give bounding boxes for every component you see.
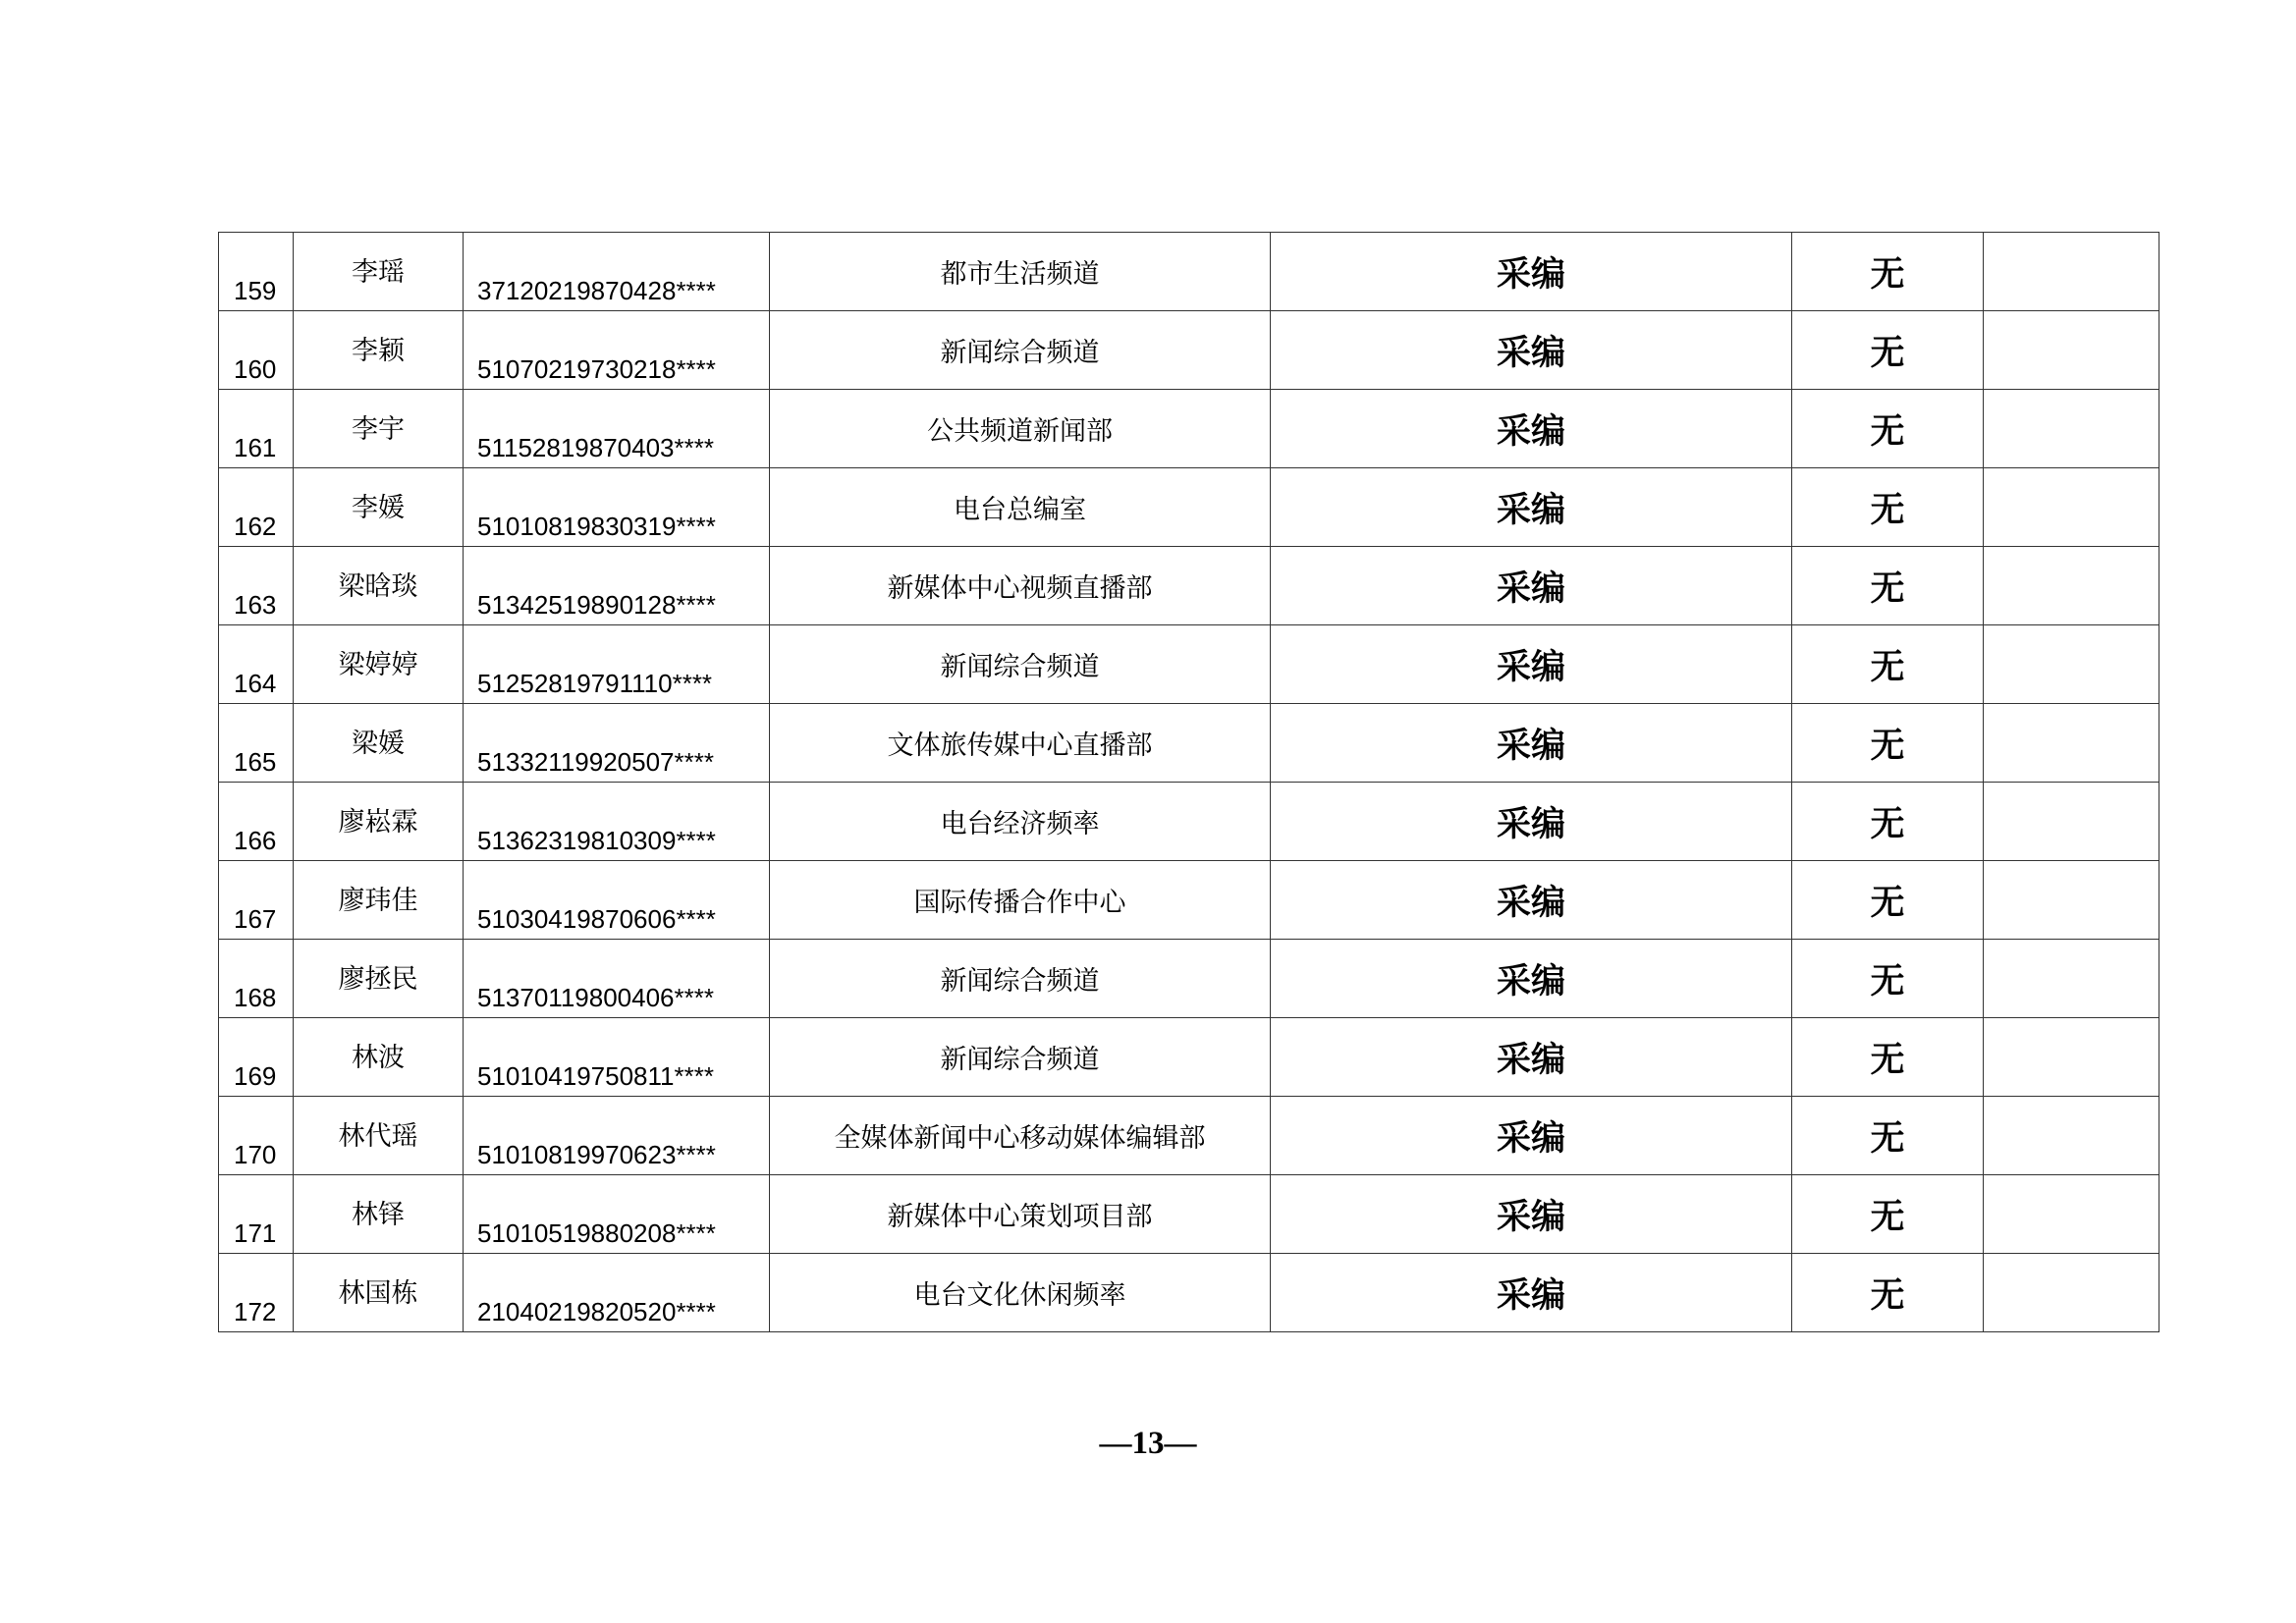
department-cell: 电台经济频率 xyxy=(770,783,1271,861)
position-cell: 采编 xyxy=(1271,861,1792,940)
department-cell: 文体旅传媒中心直播部 xyxy=(770,704,1271,783)
name-cell: 林波 xyxy=(294,1018,464,1097)
name-cell: 林铎 xyxy=(294,1175,464,1254)
row-number-cell: 161 xyxy=(219,390,294,468)
result-cell: 无 xyxy=(1792,861,1984,940)
table-row xyxy=(219,1097,2159,1175)
row-number-cell: 166 xyxy=(219,783,294,861)
table-row xyxy=(219,704,2159,783)
table-row xyxy=(219,1254,2159,1332)
row-number-cell: 165 xyxy=(219,704,294,783)
record-rows xyxy=(219,233,2159,1332)
position-cell: 采编 xyxy=(1271,1254,1792,1332)
note-cell xyxy=(1984,1175,2159,1254)
note-cell xyxy=(1984,390,2159,468)
name-cell: 梁婷婷 xyxy=(294,625,464,704)
id-number-cell: 51252819791110**** xyxy=(464,625,770,704)
result-cell: 无 xyxy=(1792,1254,1984,1332)
id-number-cell: 51070219730218**** xyxy=(464,311,770,390)
name-cell: 李宇 xyxy=(294,390,464,468)
result-cell: 无 xyxy=(1792,390,1984,468)
note-cell xyxy=(1984,940,2159,1018)
department-cell: 全媒体新闻中心移动媒体编辑部 xyxy=(770,1097,1271,1175)
position-cell: 采编 xyxy=(1271,547,1792,625)
department-cell: 新闻综合频道 xyxy=(770,940,1271,1018)
result-cell: 无 xyxy=(1792,468,1984,547)
department-cell: 都市生活频道 xyxy=(770,233,1271,311)
note-cell xyxy=(1984,1097,2159,1175)
position-cell: 采编 xyxy=(1271,1097,1792,1175)
position-cell: 采编 xyxy=(1271,625,1792,704)
row-number-cell: 162 xyxy=(219,468,294,547)
name-cell: 李颖 xyxy=(294,311,464,390)
row-number-cell: 170 xyxy=(219,1097,294,1175)
note-cell xyxy=(1984,783,2159,861)
result-cell: 无 xyxy=(1792,704,1984,783)
table-row xyxy=(219,390,2159,468)
id-number-cell: 51010819830319**** xyxy=(464,468,770,547)
department-cell: 新媒体中心策划项目部 xyxy=(770,1175,1271,1254)
result-cell: 无 xyxy=(1792,233,1984,311)
id-number-cell: 51030419870606**** xyxy=(464,861,770,940)
row-number-cell: 159 xyxy=(219,233,294,311)
position-cell: 采编 xyxy=(1271,311,1792,390)
position-cell: 采编 xyxy=(1271,940,1792,1018)
name-cell: 林代瑶 xyxy=(294,1097,464,1175)
result-cell: 无 xyxy=(1792,547,1984,625)
result-cell: 无 xyxy=(1792,783,1984,861)
table-row xyxy=(219,783,2159,861)
table-row xyxy=(219,1018,2159,1097)
row-number-cell: 172 xyxy=(219,1254,294,1332)
page-number: —13— xyxy=(1099,1426,1197,1461)
name-cell: 梁媛 xyxy=(294,704,464,783)
name-cell: 李瑶 xyxy=(294,233,464,311)
note-cell xyxy=(1984,547,2159,625)
department-cell: 公共频道新闻部 xyxy=(770,390,1271,468)
table-row xyxy=(219,625,2159,704)
id-number-cell: 51332119920507**** xyxy=(464,704,770,783)
id-number-cell: 51342519890128**** xyxy=(464,547,770,625)
department-cell: 电台总编室 xyxy=(770,468,1271,547)
department-cell: 新媒体中心视频直播部 xyxy=(770,547,1271,625)
table-row xyxy=(219,233,2159,311)
id-number-cell: 51010519880208**** xyxy=(464,1175,770,1254)
table-row xyxy=(219,547,2159,625)
result-cell: 无 xyxy=(1792,625,1984,704)
name-cell: 廖崧霖 xyxy=(294,783,464,861)
note-cell xyxy=(1984,311,2159,390)
id-number-cell: 51010419750811**** xyxy=(464,1018,770,1097)
row-number-cell: 171 xyxy=(219,1175,294,1254)
table-row xyxy=(219,861,2159,940)
id-number-cell: 51010819970623**** xyxy=(464,1097,770,1175)
name-cell: 李媛 xyxy=(294,468,464,547)
row-number-cell: 163 xyxy=(219,547,294,625)
position-cell: 采编 xyxy=(1271,1018,1792,1097)
note-cell xyxy=(1984,468,2159,547)
note-cell xyxy=(1984,233,2159,311)
name-cell: 廖拯民 xyxy=(294,940,464,1018)
note-cell xyxy=(1984,625,2159,704)
department-cell: 国际传播合作中心 xyxy=(770,861,1271,940)
name-cell: 廖玮佳 xyxy=(294,861,464,940)
department-cell: 电台文化休闲频率 xyxy=(770,1254,1271,1332)
row-number-cell: 164 xyxy=(219,625,294,704)
result-cell: 无 xyxy=(1792,940,1984,1018)
position-cell: 采编 xyxy=(1271,1175,1792,1254)
position-cell: 采编 xyxy=(1271,390,1792,468)
note-cell xyxy=(1984,861,2159,940)
table-row xyxy=(219,1175,2159,1254)
table-row xyxy=(219,311,2159,390)
row-number-cell: 160 xyxy=(219,311,294,390)
department-cell: 新闻综合频道 xyxy=(770,1018,1271,1097)
row-number-cell: 169 xyxy=(219,1018,294,1097)
result-cell: 无 xyxy=(1792,1097,1984,1175)
position-cell: 采编 xyxy=(1271,704,1792,783)
department-cell: 新闻综合频道 xyxy=(770,311,1271,390)
position-cell: 采编 xyxy=(1271,468,1792,547)
id-number-cell: 37120219870428**** xyxy=(464,233,770,311)
note-cell xyxy=(1984,704,2159,783)
row-number-cell: 168 xyxy=(219,940,294,1018)
result-cell: 无 xyxy=(1792,311,1984,390)
row-number-cell: 167 xyxy=(219,861,294,940)
result-cell: 无 xyxy=(1792,1018,1984,1097)
table-row xyxy=(219,468,2159,547)
id-number-cell: 51370119800406**** xyxy=(464,940,770,1018)
name-cell: 梁晗琰 xyxy=(294,547,464,625)
table-row xyxy=(219,940,2159,1018)
position-cell: 采编 xyxy=(1271,233,1792,311)
result-cell: 无 xyxy=(1792,1175,1984,1254)
note-cell xyxy=(1984,1018,2159,1097)
department-cell: 新闻综合频道 xyxy=(770,625,1271,704)
record-table xyxy=(218,232,2159,1332)
id-number-cell: 21040219820520**** xyxy=(464,1254,770,1332)
id-number-cell: 51152819870403**** xyxy=(464,390,770,468)
name-cell: 林国栋 xyxy=(294,1254,464,1332)
position-cell: 采编 xyxy=(1271,783,1792,861)
id-number-cell: 51362319810309**** xyxy=(464,783,770,861)
note-cell xyxy=(1984,1254,2159,1332)
